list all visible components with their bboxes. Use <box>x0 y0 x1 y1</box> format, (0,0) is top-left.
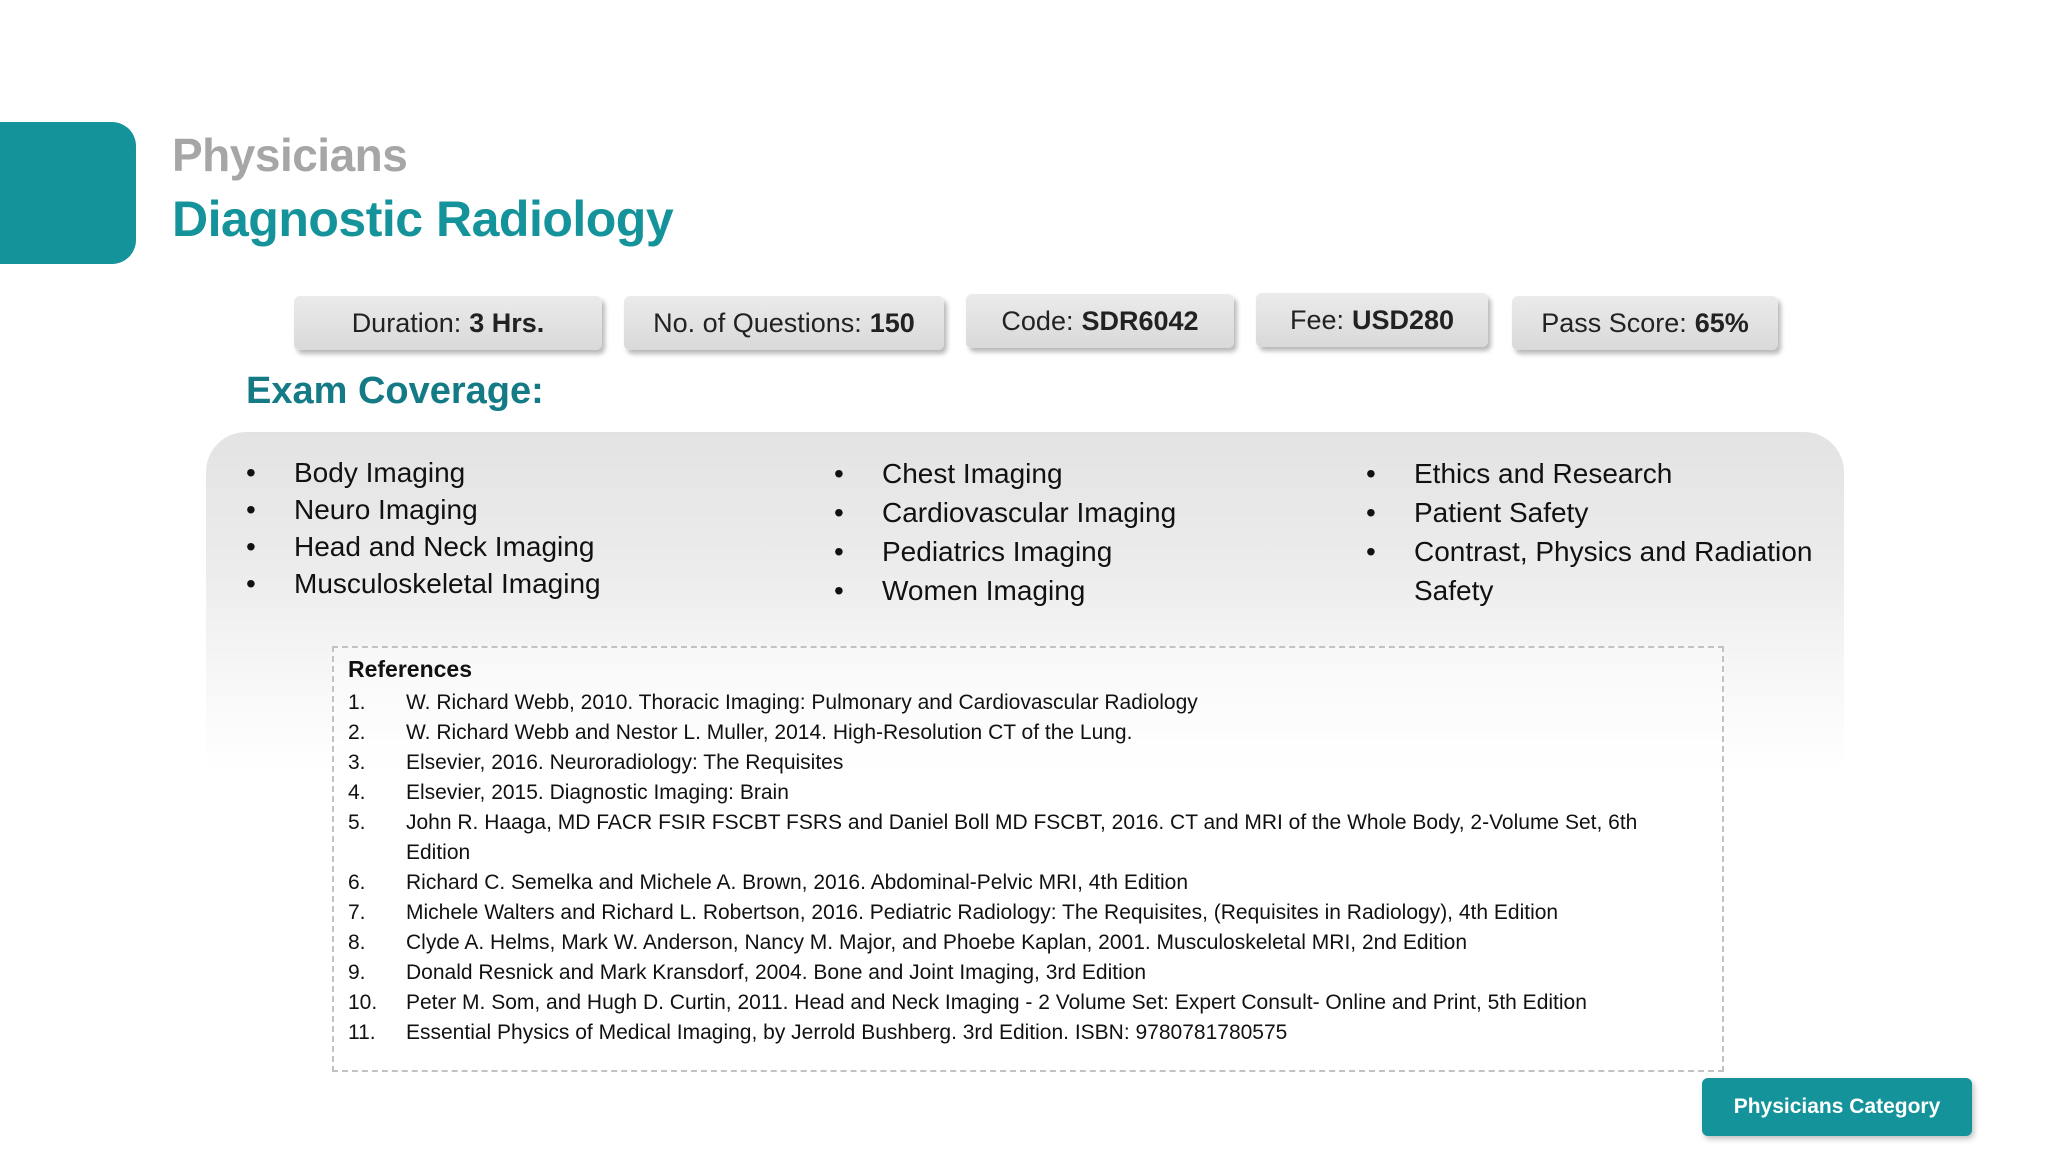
reference-text: Clyde A. Helms, Mark W. Anderson, Nancy M. Major, and Phoebe Kaplan, 2001. Musculoskeletal MRI, 2nd Edition <box>406 931 1468 954</box>
coverage-item <box>1366 454 1826 493</box>
reference-text: Donald Resnick and Mark Kransdorf, 2004. Bone and Joint Imaging, 3rd Edition <box>406 961 1147 984</box>
reference-item <box>348 748 1678 778</box>
reference-number: 2. <box>348 721 366 744</box>
duration-label: Duration: <box>351 307 462 338</box>
reference-text: Elsevier, 2015. Diagnostic Imaging: Brain <box>406 781 789 804</box>
questions-label: No. of Questions: <box>653 307 862 338</box>
coverage-item <box>246 565 601 602</box>
coverage-item <box>834 532 1176 571</box>
bullet-icon: • <box>834 497 844 528</box>
reference-item <box>348 928 1678 958</box>
coverage-item-label: Neuro Imaging <box>294 494 478 525</box>
pass-score-value: 65% <box>1694 307 1749 338</box>
reference-item <box>348 1018 1678 1048</box>
coverage-item-label: Ethics and Research <box>1414 458 1673 489</box>
coverage-item-label: Head and Neck Imaging <box>294 531 595 562</box>
questions-value: 150 <box>869 307 915 338</box>
coverage-item <box>1366 532 1826 610</box>
duration-value: 3 Hrs. <box>469 307 545 338</box>
bullet-icon: • <box>1366 536 1376 567</box>
bullet-icon: • <box>834 458 844 489</box>
reference-item <box>348 868 1678 898</box>
coverage-item <box>834 454 1176 493</box>
coverage-item-label: Contrast, Physics and Radiation Safety <box>1414 536 1813 606</box>
coverage-item <box>834 571 1176 610</box>
bullet-icon: • <box>834 575 844 606</box>
references-list <box>348 688 1678 1048</box>
coverage-column-2 <box>834 454 1176 610</box>
code-label: Code: <box>1001 305 1074 336</box>
code-badge <box>966 294 1234 348</box>
reference-text: W. Richard Webb, 2010. Thoracic Imaging: Pulmonary and Cardiovascular Radiology <box>406 691 1198 714</box>
bullet-icon: • <box>246 531 256 562</box>
questions-badge <box>624 296 944 350</box>
code-value: SDR6042 <box>1081 305 1199 336</box>
coverage-item-label: Women Imaging <box>882 575 1086 606</box>
reference-number: 4. <box>348 781 366 804</box>
pass-score-badge <box>1512 296 1778 350</box>
coverage-item <box>834 493 1176 532</box>
fee-badge <box>1256 293 1488 347</box>
reference-number: 11. <box>348 1021 376 1044</box>
reference-number: 7. <box>348 901 366 924</box>
reference-item <box>348 778 1678 808</box>
reference-text: John R. Haaga, MD FACR FSIR FSCBT FSRS and Daniel Boll MD FSCBT, 2016. CT and MRI of the Whole Body, 2-Volume Set, 6th Edition <box>406 811 1638 864</box>
reference-number: 5. <box>348 811 366 834</box>
reference-number: 3. <box>348 751 366 774</box>
reference-item <box>348 958 1678 988</box>
bullet-icon: • <box>834 536 844 567</box>
category-title: Physicians <box>172 129 408 181</box>
coverage-item-label: Pediatrics Imaging <box>882 536 1113 567</box>
reference-item <box>348 688 1678 718</box>
coverage-item <box>246 528 601 565</box>
fee-label: Fee: <box>1289 304 1344 335</box>
reference-number: 6. <box>348 871 366 894</box>
bullet-icon: • <box>1366 497 1376 528</box>
fee-value: USD280 <box>1351 304 1455 335</box>
coverage-column-1 <box>246 454 601 602</box>
coverage-item <box>246 491 601 528</box>
coverage-item-label: Musculoskeletal Imaging <box>294 568 601 599</box>
bullet-icon: • <box>1366 458 1376 489</box>
reference-text: Richard C. Semelka and Michele A. Brown, 2016. Abdominal-Pelvic MRI, 4th Edition <box>406 871 1189 894</box>
reference-number: 9. <box>348 961 366 984</box>
reference-text: Essential Physics of Medical Imaging, by Jerrold Bushberg. 3rd Edition. ISBN: 9780781780575 <box>406 1021 1288 1044</box>
coverage-item <box>1366 493 1826 532</box>
reference-text: Elsevier, 2016. Neuroradiology: The Requisites <box>406 751 844 774</box>
reference-item <box>348 808 1678 868</box>
reference-text: W. Richard Webb and Nestor L. Muller, 2014. High-Resolution CT of the Lung. <box>406 721 1133 744</box>
reference-text: Michele Walters and Richard L. Robertson, 2016. Pediatric Radiology: The Requisites, (Requisites in Radiology), 4th Edition <box>406 901 1559 924</box>
coverage-item-label: Chest Imaging <box>882 458 1063 489</box>
physicians-category-button[interactable]: Physicians Category <box>1702 1078 1972 1136</box>
reference-item <box>348 718 1678 748</box>
coverage-item-label: Body Imaging <box>294 457 466 488</box>
coverage-item-label: Cardiovascular Imaging <box>882 497 1177 528</box>
reference-text: Peter M. Som, and Hugh D. Curtin, 2011. Head and Neck Imaging - 2 Volume Set: Expert Consult- Online and Print, 5th Edition <box>406 991 1587 1014</box>
references-title: References <box>348 656 473 682</box>
reference-number: 1. <box>348 691 366 714</box>
coverage-column-3 <box>1366 454 1826 610</box>
decorative-tab <box>0 122 136 264</box>
reference-number: 8. <box>348 931 366 954</box>
coverage-heading: Exam Coverage: <box>246 370 544 412</box>
coverage-item-label: Patient Safety <box>1414 497 1589 528</box>
coverage-item <box>246 454 601 491</box>
pass-score-label: Pass Score: <box>1541 307 1687 338</box>
bullet-icon: • <box>246 494 256 525</box>
bullet-icon: • <box>246 568 256 599</box>
exam-title: Diagnostic Radiology <box>172 191 674 247</box>
bullet-icon: • <box>246 457 256 488</box>
reference-item <box>348 898 1678 928</box>
reference-item <box>348 988 1678 1018</box>
reference-number: 10. <box>348 991 378 1014</box>
duration-badge <box>294 296 602 350</box>
